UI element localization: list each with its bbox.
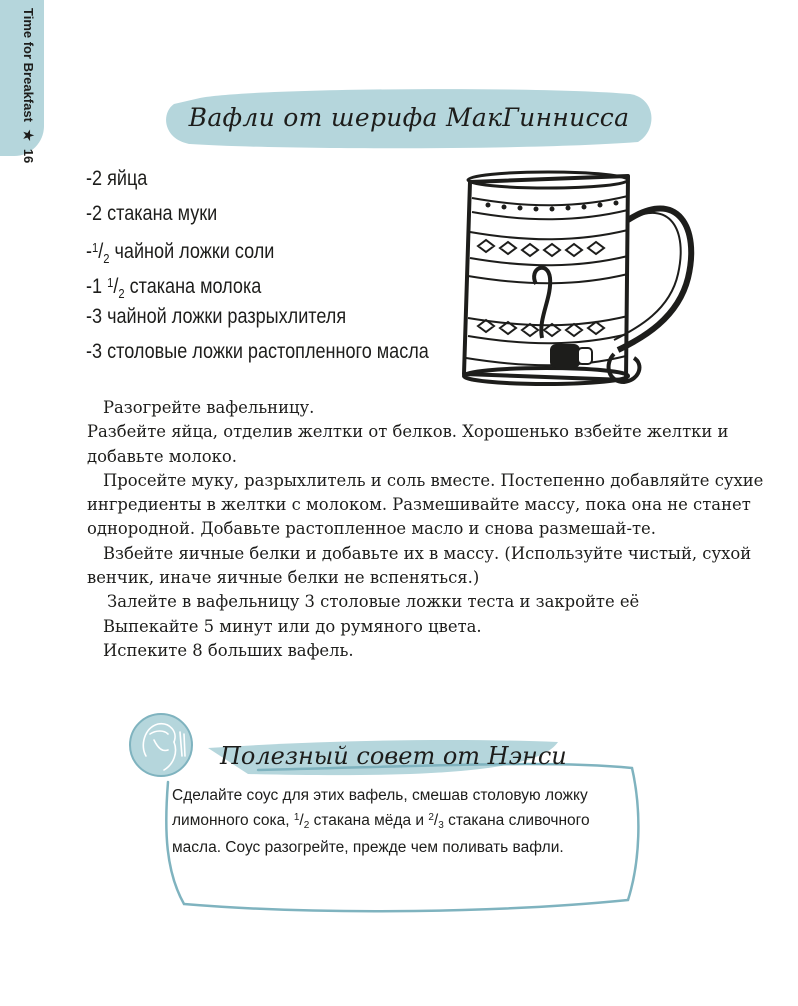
running-header	[20, 8, 36, 163]
instructions	[87, 396, 767, 663]
ingredient-item: -3 чайной ложки разрыхлителя	[86, 305, 347, 328]
instruction-step: Просейте муку, разрыхлитель и соль вместе. Постепенно добавляйте сухие ингредиенты в желтки с молоком. Размешивайте массу, пока она не станет однородной. Добавьте растопленное масло и снова размешай-те.	[87, 470, 764, 539]
instruction-step: Взбейте яичные белки и добавьте их в массу. (Используйте чистый, сухой венчик, иначе яичные белки не вспеняться.)	[87, 543, 752, 588]
ingredient-item: -2 стакана муки	[86, 201, 218, 225]
ingredient-list	[86, 162, 429, 369]
mug-illustration	[438, 168, 698, 394]
recipe-title-banner	[160, 84, 658, 150]
side-tab	[0, 0, 44, 164]
page-number: 16	[21, 148, 36, 164]
instruction-step: Выпекайте 5 минут или до румяного цвета.	[103, 616, 482, 636]
tip-box	[128, 712, 648, 917]
recipe-title: Вафли от шерифа МакГиннисса	[188, 102, 630, 132]
instruction-step: Испеките 8 больших вафель.	[103, 640, 354, 660]
book-title: Time for Breakfast	[21, 8, 36, 122]
star-icon: ★	[21, 129, 36, 142]
ingredient-item: -2 яйца	[86, 167, 148, 190]
instruction-step: Залейте в вафельницу 3 столовые ложки теста и закройте её	[107, 592, 640, 612]
tip-text: Сделайте соус для этих вафель, смешав столовую ложку лимонного сока, $^1/_2$ стакана мёда и $^2/_3$ стакана сливочного масла. Соус разогрейте, прежде чем поливать вафли.	[172, 787, 590, 856]
tip-title: Полезный совет от Нэнси	[220, 742, 567, 770]
ingredient-item: -3 столовые ложки растопленного масла	[86, 339, 429, 363]
ingredient-item: $-^1/_2$ чайной ложки соли	[86, 240, 275, 266]
ingredient-item: -1 $^1/_2$ стакана молока	[86, 274, 262, 301]
instruction-step: Разбейте яйца, отделив желтки от белков. Хорошенько взбейте желтки и добавьте молоко.	[87, 422, 729, 466]
instruction-step: Разогрейте вафельницу.	[103, 398, 315, 417]
